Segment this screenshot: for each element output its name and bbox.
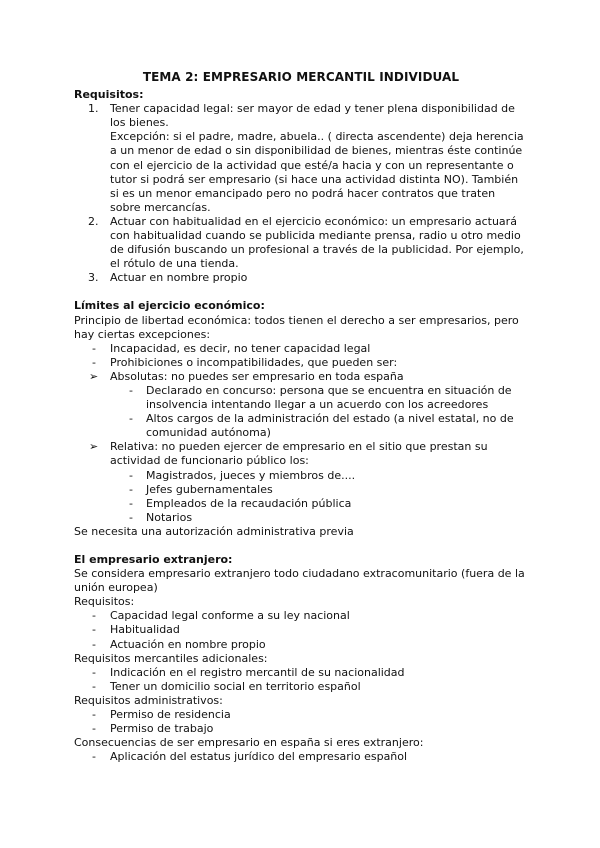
item-number: 3. <box>88 271 99 285</box>
list-item <box>74 342 528 356</box>
numbered-item-1 <box>74 102 528 215</box>
list-item <box>74 666 528 680</box>
list-item <box>74 750 528 764</box>
list-item-text: Notarios <box>146 510 193 524</box>
list-item <box>74 497 528 511</box>
dash-bullet: - <box>92 679 96 693</box>
dash-bullet: - <box>92 708 96 722</box>
dash-bullet: - <box>129 482 133 496</box>
dash-bullet: - <box>129 383 133 397</box>
dash-bullet: - <box>92 341 96 355</box>
arrow-item-absolutas <box>74 370 528 384</box>
dash-bullet: - <box>92 623 96 637</box>
list-item-text: Habitualidad <box>110 623 180 637</box>
dash-bullet: - <box>129 412 133 426</box>
numbered-item-2 <box>74 215 528 271</box>
section-heading-extranjero: El empresario extranjero: <box>74 553 233 566</box>
list-item <box>74 469 528 483</box>
list-item-text: Capacidad legal conforme a su ley nacional <box>110 609 350 623</box>
item-text: Actuar con habitualidad en el ejercicio económico: un empresario actuará con habitualidad cuando se publicida mediante prensa, radio u otro medio de difusión buscando un profesional a través de la publicidad. Por ejemplo, el rótulo de una tienda. <box>110 214 524 271</box>
dash-bullet: - <box>92 637 96 651</box>
list-item-text: Actuación en nombre propio <box>110 637 266 651</box>
paragraph-extranjero: Se considera empresario extranjero todo ciudadano extracomunitario (fuera de la unión europea) <box>74 567 525 595</box>
subheading-requisitos: Requisitos: <box>74 595 135 609</box>
list-item-text: Permiso de trabajo <box>110 722 214 736</box>
section-heading-limites: Límites al ejercicio económico: <box>74 299 265 313</box>
list-item-text: Indicación en el registro mercantil de su nacionalidad <box>110 665 405 679</box>
arrow-bullet-icon: ➢ <box>89 440 99 454</box>
dash-bullet: - <box>92 609 96 623</box>
list-item <box>74 722 528 736</box>
list-item <box>74 356 528 370</box>
list-item-text: Incapacidad, es decir, no tener capacidad legal <box>110 341 371 355</box>
list-item <box>74 638 528 652</box>
list-item-text: Jefes gubernamentales <box>146 482 273 496</box>
subheading-mercantiles: Requisitos mercantiles adicionales: <box>74 651 268 665</box>
arrow-bullet-icon: ➢ <box>89 369 99 383</box>
paragraph-autorizacion: Se necesita una autorización administrativa previa <box>74 524 354 538</box>
document-body <box>74 70 528 764</box>
list-item-text: Permiso de residencia <box>110 708 231 722</box>
arrow-item-text: Relativa: no pueden ejercer de empresario en el sitio que prestan su actividad de funcionario público los: <box>110 440 488 468</box>
item-exception-text: Excepción: si el padre, madre, abuela.. ( directa ascendente) deja herencia a un menor de edad o sin disponibilidad de bienes, mientras éste continúe con el ejercicio de la actividad que esté/a hacia y con un representante o tutor si podrá ser empresario (si hace una actividad distinta NO). También si es un menor emancipado pero no podrá hacer contratos que traten sobre mercancías. <box>110 130 524 214</box>
dash-bullet: - <box>92 750 96 764</box>
list-item <box>74 609 528 623</box>
item-text: Tener capacidad legal: ser mayor de edad y tener plena disponibilidad de los bienes. <box>110 102 515 130</box>
arrow-item-relativa <box>74 440 528 468</box>
list-item-text: Declarado en concurso: persona que se encuentra en situación de insolvencia intentando llegar a un acuerdo con los acreedores <box>146 383 512 412</box>
list-item-text: Prohibiciones o incompatibilidades, que pueden ser: <box>110 355 398 369</box>
dash-bullet: - <box>129 468 133 482</box>
dash-bullet: - <box>92 355 96 369</box>
item-text: Actuar en nombre propio <box>110 271 248 285</box>
numbered-item-3 <box>74 271 528 285</box>
list-item <box>74 384 528 412</box>
subheading-consecuencias: Consecuencias de ser empresario en españa si eres extranjero: <box>74 736 424 750</box>
list-item <box>74 680 528 694</box>
subheading-administrativos: Requisitos administrativos: <box>74 693 223 707</box>
dash-bullet: - <box>129 496 133 510</box>
dash-bullet: - <box>129 510 133 524</box>
item-number: 1. <box>88 102 99 116</box>
list-item <box>74 511 528 525</box>
list-item-text: Magistrados, jueces y miembros de.... <box>146 468 356 482</box>
dash-bullet: - <box>92 665 96 679</box>
list-item <box>74 483 528 497</box>
list-item-text: Empleados de la recaudación pública <box>146 496 352 510</box>
document-title: TEMA 2: EMPRESARIO MERCANTIL INDIVIDUAL <box>142 70 460 84</box>
list-item <box>74 623 528 637</box>
dash-bullet: - <box>92 722 96 736</box>
list-item-text: Tener un domicilio social en territorio español <box>110 679 361 693</box>
section-heading-requisitos: Requisitos: <box>74 88 144 102</box>
list-item-text: Aplicación del estatus jurídico del empresario español <box>110 750 408 764</box>
list-item-text: Altos cargos de la administración del estado (a nivel estatal, no de comunidad autónoma) <box>146 412 514 440</box>
list-item <box>74 412 528 440</box>
paragraph-libertad: Principio de libertad económica: todos tienen el derecho a ser empresarios, pero hay ciertas excepciones: <box>74 313 519 341</box>
list-item <box>74 708 528 722</box>
arrow-item-text: Absolutas: no puedes ser empresario en toda españa <box>110 369 404 383</box>
item-number: 2. <box>88 214 99 228</box>
